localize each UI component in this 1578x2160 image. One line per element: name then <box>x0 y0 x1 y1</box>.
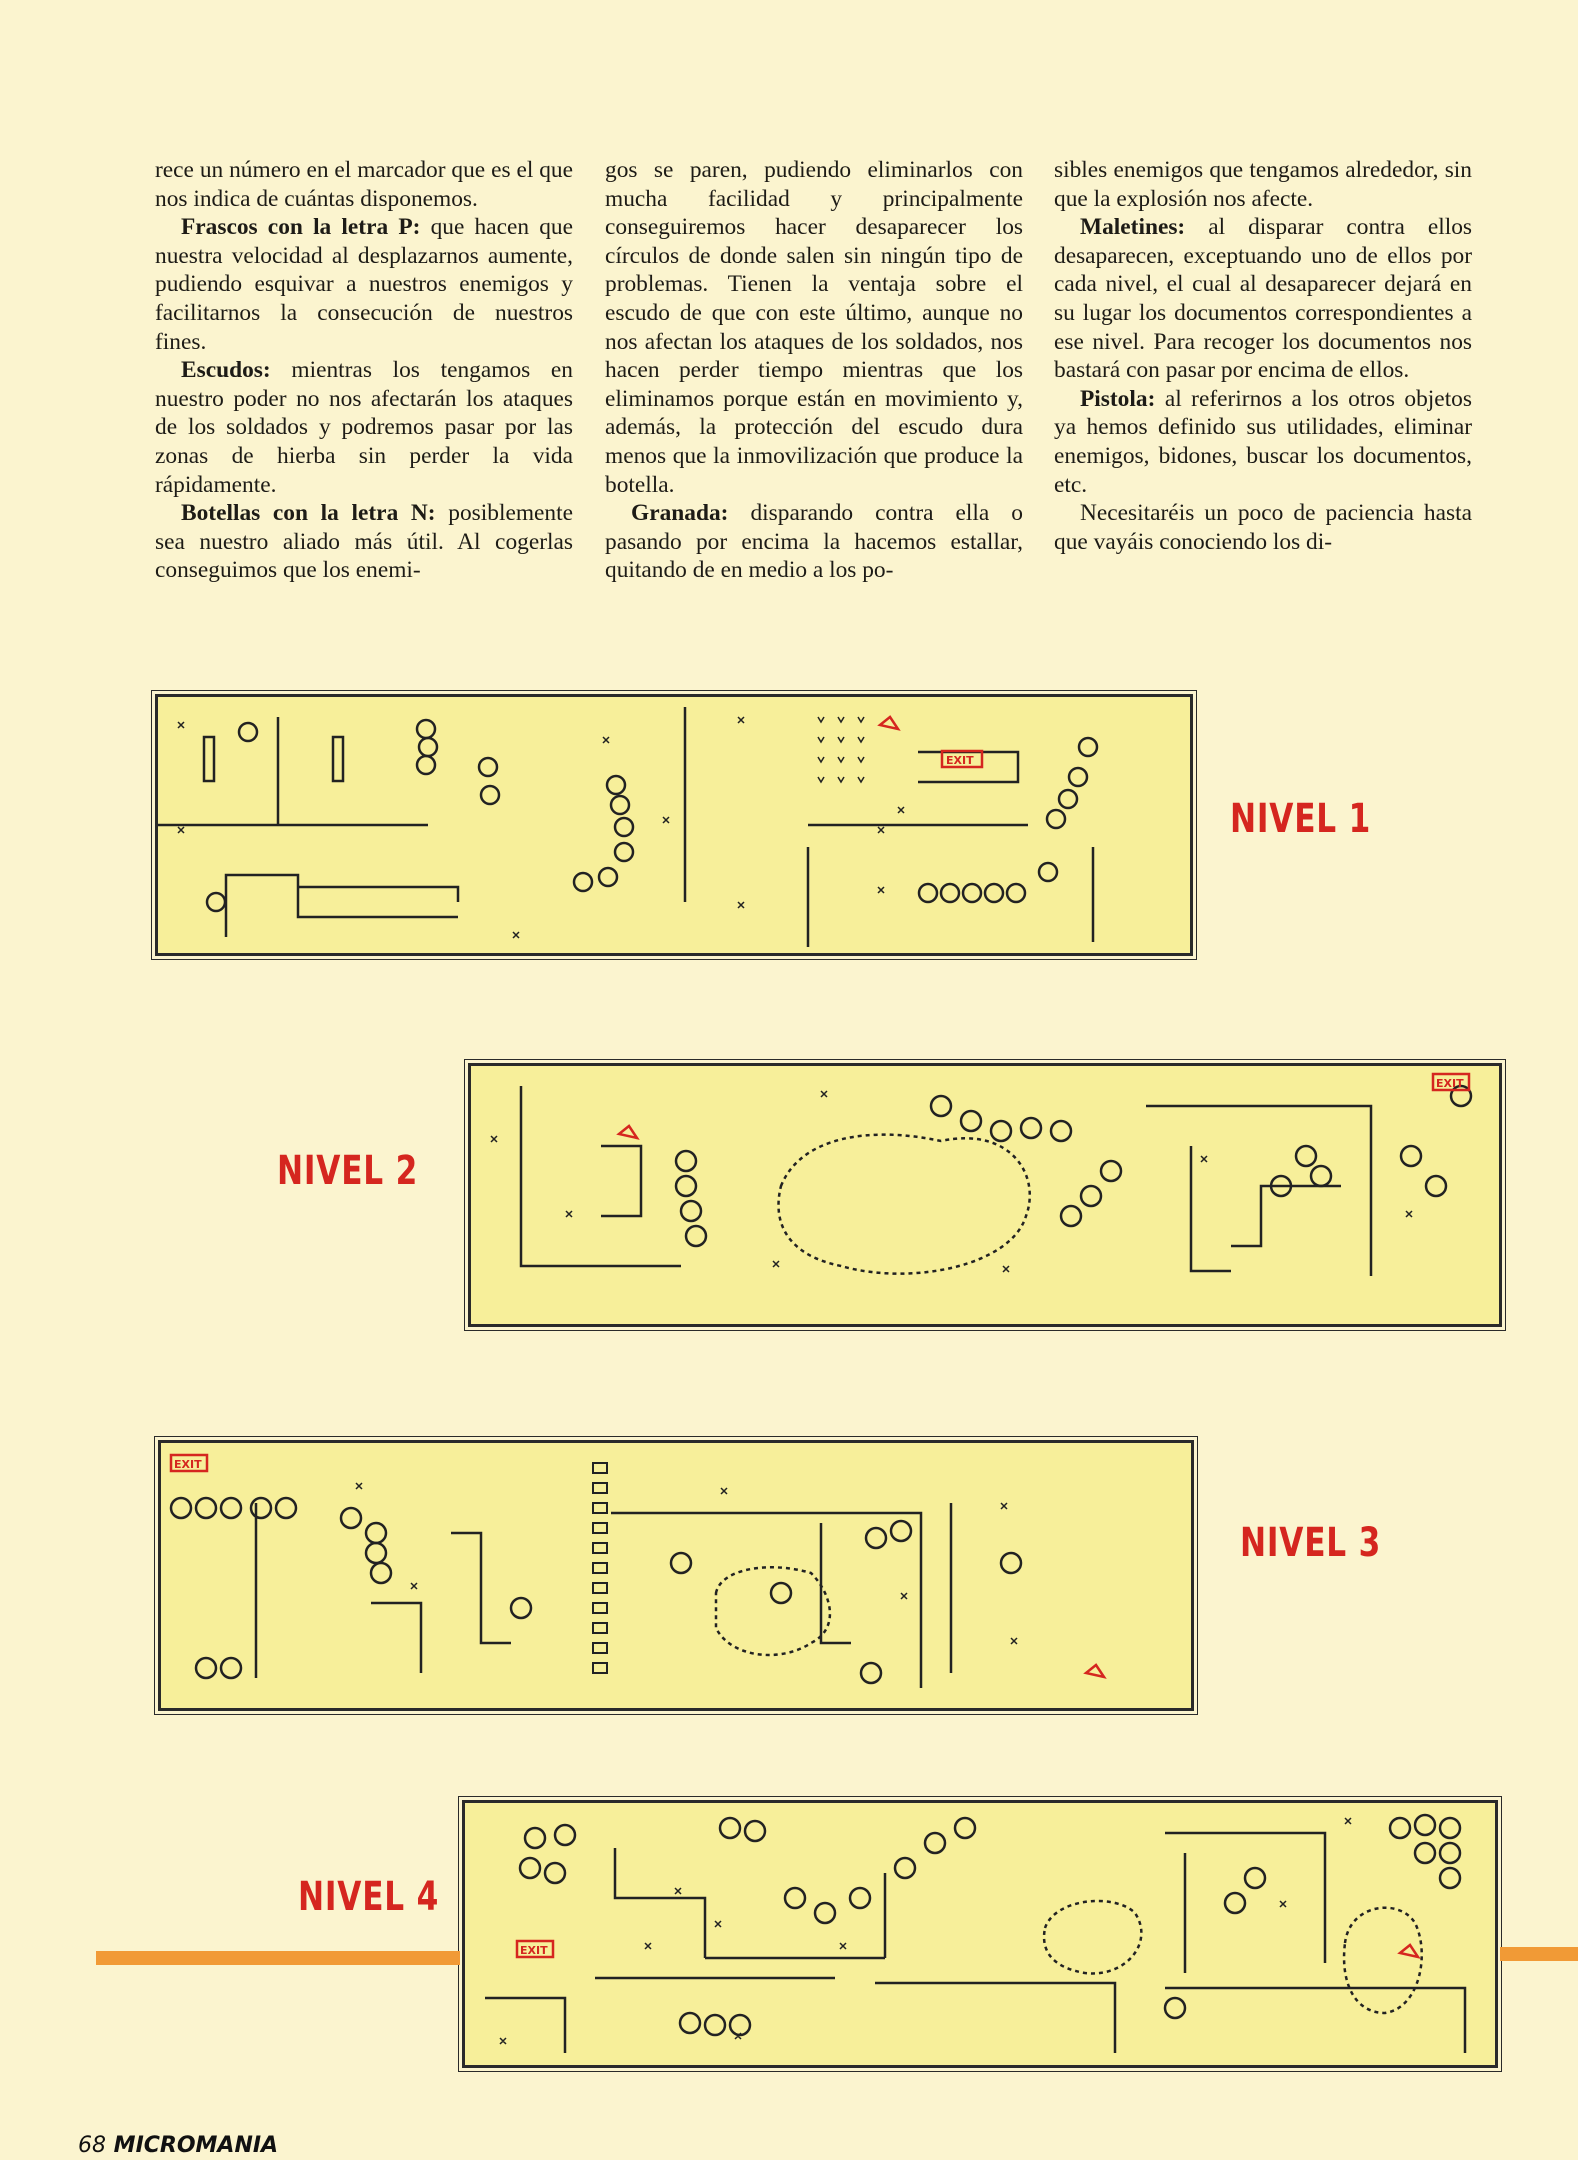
paragraph-text: al referirnos a los otros objetos ya hemos definido sus utilidades, eliminar enemigos, bidones, buscar los documentos, etc. <box>1054 385 1472 498</box>
term-frascos: Frascos con la letra P: <box>181 214 421 241</box>
map-boulders <box>520 1815 1460 2035</box>
level-1-label: NIVEL 1 <box>1230 796 1372 842</box>
map-grass-patch <box>716 1567 830 1655</box>
paragraph-text: que hacen que nuestra velocidad al desplazarnos aumente, pudiendo esquivar a nuestros enemigos y facilitarnos la consecución de nuestros fines. <box>155 214 573 355</box>
level-1-map-drawing <box>158 697 1190 953</box>
decorative-bar <box>96 1951 460 1965</box>
article-column-3 <box>1054 156 1472 556</box>
map-wall <box>485 1998 565 2053</box>
level-4-map <box>462 1800 1498 2068</box>
level-3-label: NIVEL 3 <box>1240 1520 1382 1566</box>
article-column-2 <box>605 156 1023 585</box>
page-number: 68 <box>78 2133 106 2158</box>
map-stars <box>178 717 904 938</box>
map-grass-patch <box>1044 1901 1141 1973</box>
paragraph <box>155 356 573 499</box>
level-2-map <box>468 1063 1502 1327</box>
decorative-bar <box>1500 1947 1578 1961</box>
paragraph <box>1054 385 1472 499</box>
map-grass-patch <box>1344 1908 1422 2013</box>
map-wall <box>1146 1106 1371 1276</box>
paragraph <box>155 499 573 585</box>
page-footer <box>78 2133 278 2158</box>
level-2-label: NIVEL 2 <box>277 1148 419 1194</box>
paragraph <box>155 213 573 356</box>
map-wall <box>821 1523 851 1643</box>
term-pistola: Pistola: <box>1080 385 1156 412</box>
briefcase-icon <box>619 1126 637 1138</box>
level-3-map-drawing <box>161 1443 1191 1708</box>
map-boulders <box>207 720 1097 911</box>
paragraph-text: al disparar contra ellos desaparecen, exceptuando uno de ellos por cada nivel, el cual al desaparecer dejará en su lugar los documentos correspondientes a ese nivel. Para recoger los documentos nos bastará con pasar por encima de ellos. <box>1054 214 1472 384</box>
briefcase-icon <box>1086 1665 1104 1677</box>
map-wall <box>298 887 458 902</box>
map-wall <box>451 1533 511 1643</box>
map-boulders <box>171 1498 1021 1683</box>
exit-label: EXIT <box>520 1944 548 1957</box>
level-4-map-drawing <box>465 1803 1495 2065</box>
paragraph: rece un número en el marcador que es el que nos indica de cuántas disponemos. <box>155 157 573 212</box>
level-4-label: NIVEL 4 <box>298 1874 440 1920</box>
paragraph-text: posiblemente sea nuestro aliado más útil. Al cogerlas conseguimos que los enemi- <box>155 500 573 584</box>
term-granada: Granada: <box>631 500 729 527</box>
paragraph-text: mientras los tengamos en nuestro poder no nos afectarán los ataques de los soldados y podremos pasar por las zonas de hierba sin perder la vida rápidamente. <box>155 357 573 498</box>
term-botellas: Botellas con la letra N: <box>181 500 436 527</box>
map-wall <box>226 875 458 937</box>
level-1-map <box>155 694 1193 956</box>
exit-label: EXIT <box>1436 1077 1464 1090</box>
map-block <box>204 737 214 781</box>
level-3-map <box>158 1440 1194 1711</box>
map-grass-patch <box>779 1135 1030 1274</box>
level-2-map-drawing <box>471 1066 1499 1324</box>
map-wall <box>1165 1988 1465 2053</box>
map-wall <box>615 1848 705 1958</box>
paragraph: gos se paren, pudiendo eliminarlos con mucha facilidad y principalmente conseguiremos hacer desaparecer los círculos de donde salen sin ningún tipo de problemas. Tienen la ventaja sobre el escudo de que con este último, aunque no nos afectan los ataques de los soldados, nos hacen perder tiempo mientras que los eliminamos porque están en movimiento y, además, la protección del escudo dura menos que la inmovilización que produce la botella. <box>605 157 1023 498</box>
exit-label: EXIT <box>946 754 974 767</box>
magazine-name: MICROMANIA <box>113 2133 279 2158</box>
map-wall <box>1191 1146 1231 1271</box>
exit-label: EXIT <box>174 1458 202 1471</box>
map-stars <box>491 1091 1412 1272</box>
paragraph: Necesitaréis un poco de paciencia hasta que vayáis conociendo los di- <box>1054 500 1472 555</box>
paragraph <box>1054 213 1472 385</box>
term-maletines: Maletines: <box>1080 214 1186 241</box>
map-stars <box>500 1818 1351 2044</box>
map-block <box>333 737 343 781</box>
map-stars <box>356 1483 1017 1644</box>
map-grass <box>818 717 864 782</box>
map-wall <box>521 1086 681 1266</box>
map-wall <box>611 1513 921 1688</box>
map-wall <box>601 1146 641 1216</box>
paragraph: sibles enemigos que tengamos alrededor, sin que la explosión nos afecte. <box>1054 157 1472 212</box>
paragraph-text: disparando contra ella o pasando por encima la hacemos estallar, quitando de en medio a los po- <box>605 500 1023 584</box>
article-column-1 <box>155 156 573 585</box>
paragraph <box>605 499 1023 585</box>
map-boulders <box>676 1086 1471 1246</box>
term-escudos: Escudos: <box>181 357 271 384</box>
briefcase-icon <box>880 717 898 729</box>
map-barrels <box>593 1463 607 1673</box>
map-wall <box>371 1603 421 1673</box>
briefcase-icon <box>1400 1945 1418 1957</box>
map-wall <box>875 1983 1115 2053</box>
